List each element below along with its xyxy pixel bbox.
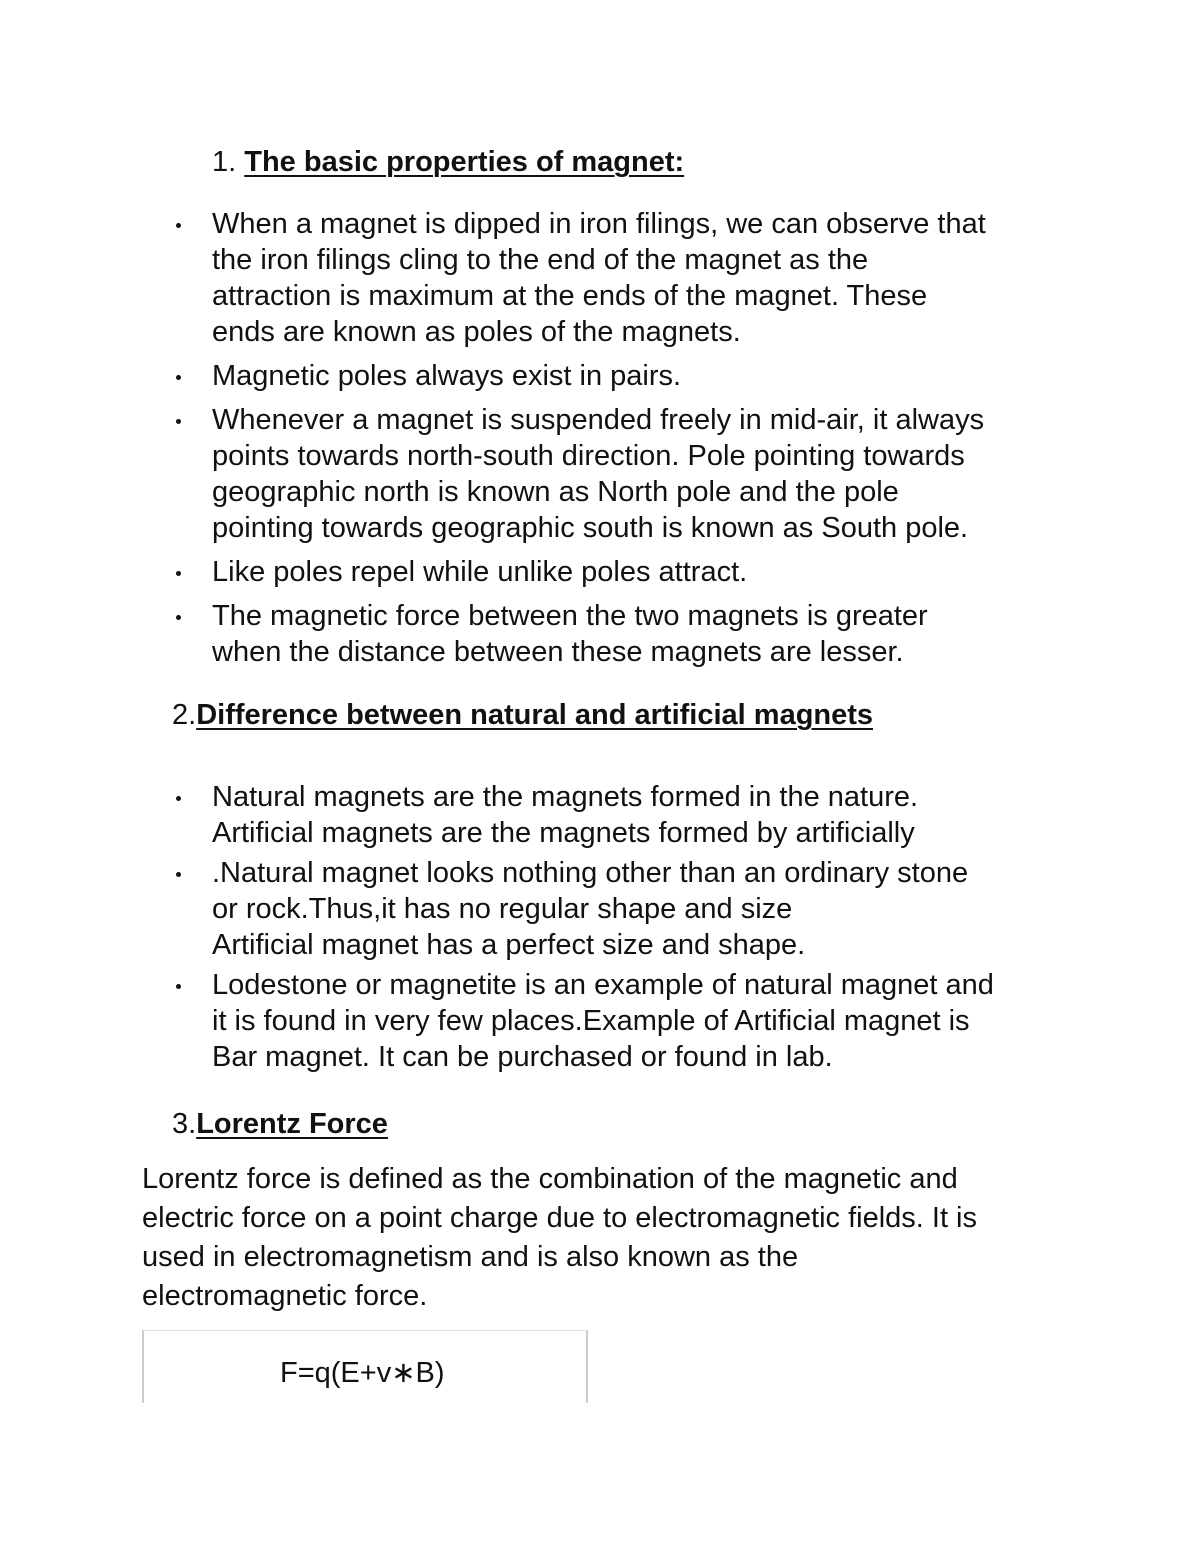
section-3-heading (172, 1106, 388, 1142)
section-1-title: The basic properties of magnet: (244, 146, 685, 178)
lorentz-paragraph (142, 1160, 1072, 1316)
list-item (212, 967, 1082, 1075)
text-line: Whenever a magnet is suspended freely in mid-air, it always (212, 404, 985, 436)
text-line: attraction is maximum at the ends of the magnet. These (212, 280, 928, 312)
section-2-title: Difference between natural and artificial magnets (196, 699, 874, 731)
section-2-bullet-list (212, 779, 1082, 1079)
section-2-heading (172, 697, 873, 733)
text-line: electromagnetic force. (142, 1280, 428, 1312)
text-line: Lodestone or magnetite is an example of natural magnet and (212, 969, 994, 1001)
list-item (212, 402, 1082, 546)
section-3-number: 3. (172, 1108, 197, 1140)
list-item (212, 855, 1082, 963)
list-item (212, 206, 1082, 350)
text-line: The magnetic force between the two magnets is greater (212, 600, 928, 632)
section-2-number: 2. (172, 699, 197, 731)
text-line: it is found in very few places.Example of Artificial magnet is (212, 1005, 970, 1037)
list-item (212, 554, 1082, 590)
section-3-title: Lorentz Force (196, 1108, 388, 1140)
section-1-number: 1. (212, 146, 237, 178)
section-1-bullet-list (212, 206, 1082, 678)
text-line: Bar magnet. It can be purchased or found in lab. (212, 1041, 833, 1073)
text-line: points towards north-south direction. Pole pointing towards (212, 440, 965, 472)
text-line: When a magnet is dipped in iron filings, we can observe that (212, 208, 986, 240)
text-line: Like poles repel while unlike poles attract. (212, 556, 748, 588)
formula-box (142, 1330, 588, 1403)
text-line: electric force on a point charge due to electromagnetic fields. It is (142, 1202, 977, 1234)
list-item (212, 598, 1082, 670)
text-line: Lorentz force is defined as the combination of the magnetic and (142, 1163, 958, 1195)
lorentz-formula: F=q(E+v∗B) (280, 1357, 445, 1389)
text-line: or rock.Thus,it has no regular shape and size (212, 893, 793, 925)
text-line: geographic north is known as North pole and the pole (212, 476, 899, 508)
section-1-heading (212, 144, 684, 180)
text-line: used in electromagnetism and is also known as the (142, 1241, 799, 1273)
text-line: ends are known as poles of the magnets. (212, 316, 741, 348)
text-line: .Natural magnet looks nothing other than an ordinary stone (212, 857, 969, 889)
text-line: pointing towards geographic south is known as South pole. (212, 512, 969, 544)
text-line: the iron filings cling to the end of the magnet as the (212, 244, 869, 276)
text-line: Natural magnets are the magnets formed in the nature. (212, 781, 919, 813)
text-line: when the distance between these magnets are lesser. (212, 636, 904, 668)
text-line: Artificial magnet has a perfect size and shape. (212, 929, 806, 961)
text-line: Magnetic poles always exist in pairs. (212, 360, 682, 392)
list-item (212, 779, 1082, 851)
text-line: Artificial magnets are the magnets formed by artificially (212, 817, 915, 849)
list-item (212, 358, 1082, 394)
